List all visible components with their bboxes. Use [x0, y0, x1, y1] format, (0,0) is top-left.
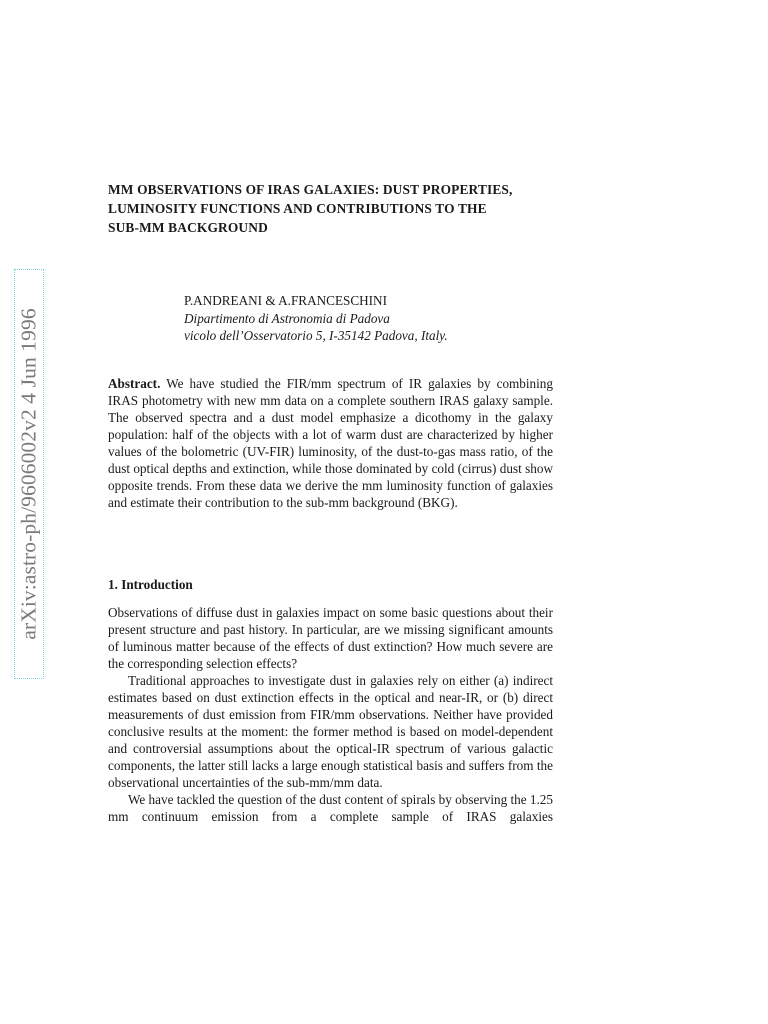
author-block: [184, 292, 448, 345]
arxiv-identifier-text: arXiv:astro-ph/9606002v2 4 Jun 1996: [16, 308, 41, 640]
introduction-paragraph-1: Observations of diffuse dust in galaxies impact on some basic questions about their present structure and past history. In particular, are we missing significant amounts of luminous matter because of the effects of dust extinction? How much severe are the corresponding selection effects?: [108, 605, 553, 671]
title-line-2: LUMINOSITY FUNCTIONS AND CONTRIBUTIONS TO THE: [108, 201, 487, 216]
section-heading-introduction: 1. Introduction: [108, 577, 193, 592]
introduction-paragraph-2: Traditional approaches to investigate dust in galaxies rely on either (a) indirect estimates based on dust extinction effects in the optical and near-IR, or (b) direct measurements of dust emission from FIR/mm observations. Neither have provided conclusive results at the moment: the former method is based on model-dependent and controversial assumptions about the optical-IR spectrum of various galactic components, the latter still lacks a large enough statistical basis and suffers from the observational uncertainties of the sub-mm/mm data.: [108, 673, 553, 790]
paper-title: [108, 180, 588, 237]
abstract: [108, 375, 553, 511]
title-line-1: MM OBSERVATIONS OF IRAS GALAXIES: DUST PROPERTIES,: [108, 182, 513, 197]
introduction-body: [108, 604, 553, 825]
abstract-text: We have studied the FIR/mm spectrum of IR galaxies by combining IRAS photometry with new mm data on a complete southern IRAS galaxy sample. The observed spectra and a dust model emphasize a dicothomy in the galaxy population: half of the objects with a lot of warm dust are characterized by higher values of the bolometric (UV-FIR) luminosity, of the dust-to-gas mass ratio, of the dust optical depths and extinction, while those dominated by cold (cirrus) dust show opposite trends. From these data we derive the mm luminosity function of galaxies and estimate their contribution to the sub-mm background (BKG).: [108, 376, 553, 510]
introduction-paragraph-3: We have tackled the question of the dust content of spirals by observing the 1.25 mm continuum emission from a complete sample of IRAS galaxies: [108, 792, 553, 824]
author-names: P.ANDREANI & A.FRANCESCHINI: [184, 293, 387, 308]
author-address: vicolo dell’Osservatorio 5, I-35142 Padova, Italy.: [184, 328, 448, 343]
abstract-label: Abstract.: [108, 376, 161, 391]
arxiv-identifier-stamp: [14, 269, 44, 679]
author-department: Dipartimento di Astronomia di Padova: [184, 310, 390, 326]
title-line-3: SUB-MM BACKGROUND: [108, 220, 268, 235]
